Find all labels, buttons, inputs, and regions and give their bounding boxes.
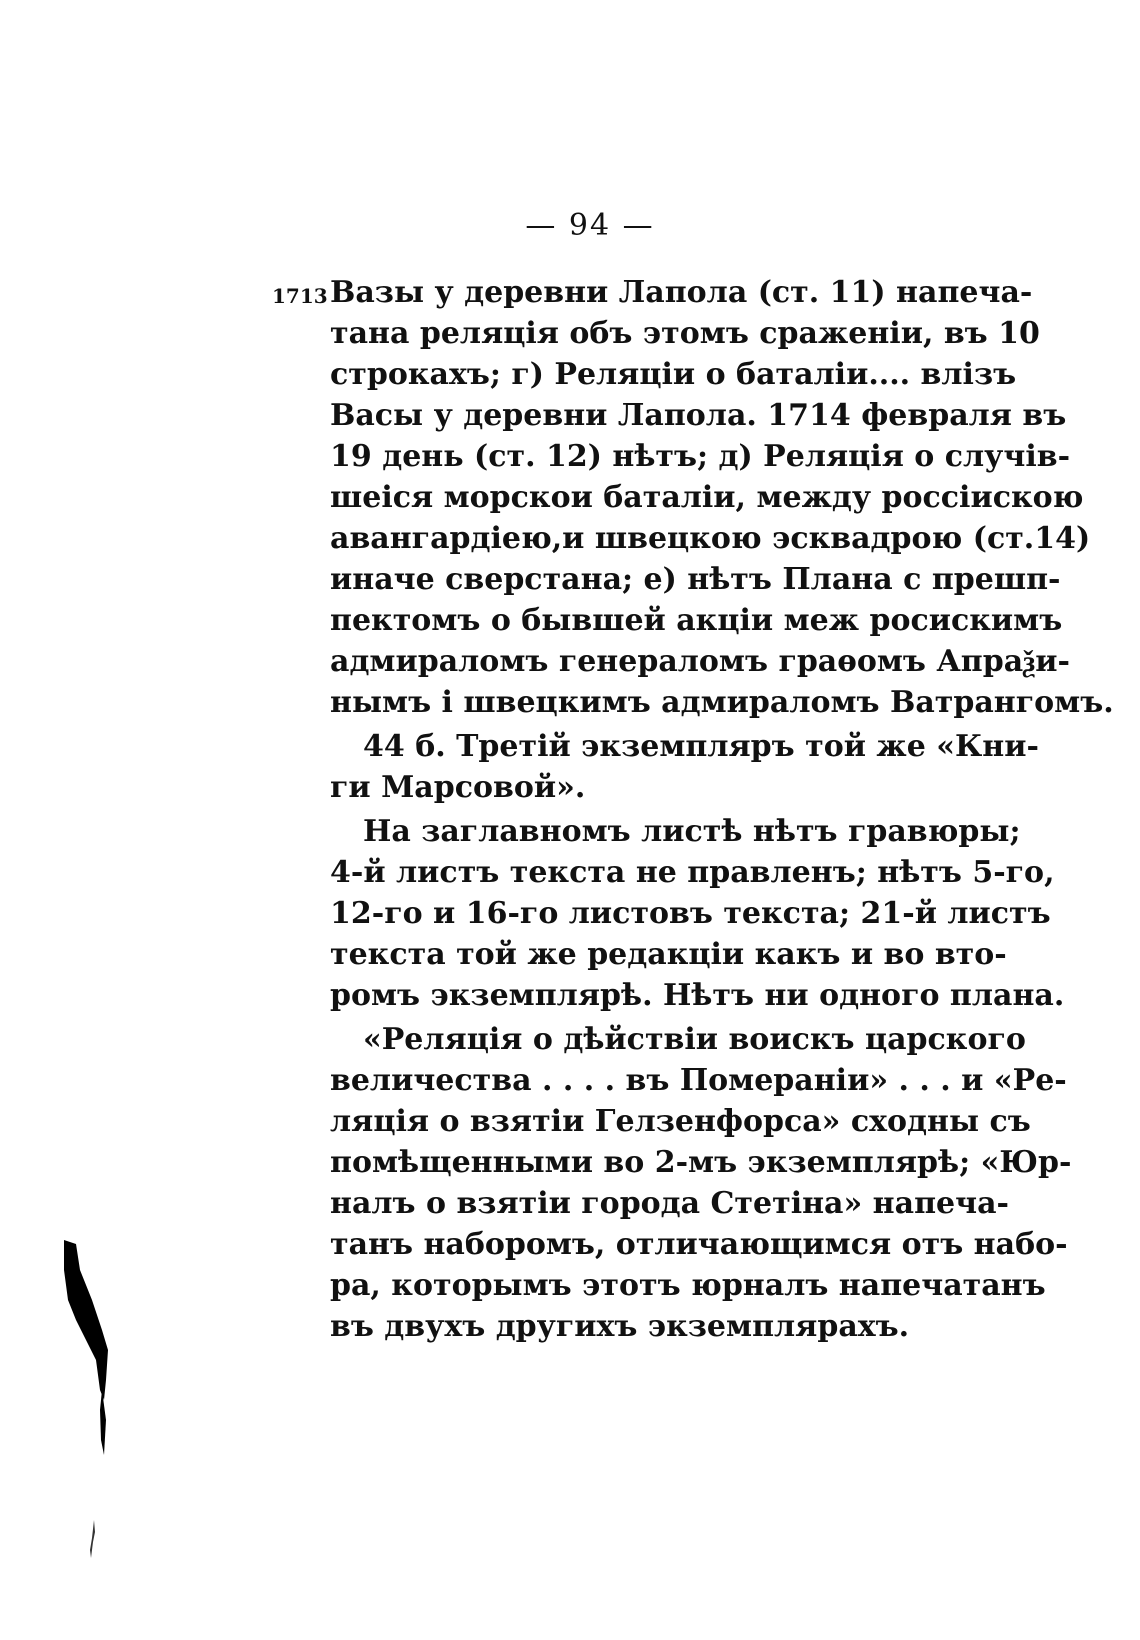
text-line: 4-й листъ текста не правленъ; нѣтъ 5-го, [330, 855, 1055, 890]
margin-year: 1713 [272, 284, 328, 308]
text-line: ги Марсовой». [330, 770, 586, 805]
text-line: текста той же редакціи какъ и во вто- [330, 937, 1007, 972]
body-text [330, 272, 1114, 1347]
text-line: ромъ экземплярѣ. Нѣтъ ни одного плана. [330, 978, 1065, 1013]
text-line: величества . . . . въ Помераніи» . . . и «Ре- [330, 1063, 1067, 1098]
text-line: иначе сверстана; е) нѣтъ Плана с прешп- [330, 562, 1061, 597]
scan-edge-shadow [62, 1240, 122, 1470]
entry-heading: б. Третій экземпляръ той же «Кни- [415, 729, 1039, 764]
text-line: налъ о взятіи города Стетіна» напеча- [330, 1186, 1009, 1221]
text-line: помѣщенными во 2-мъ экземплярѣ; «Юр- [330, 1145, 1072, 1180]
text-line: тана реляція объ этомъ сраженіи, въ 10 [330, 316, 1040, 351]
text-line: «Реляція о дѣйствіи воискъ царского [363, 1022, 1026, 1057]
text-line: На заглавномъ листѣ нѣтъ гравюры; [363, 814, 1021, 849]
text-line: нымъ і швецкимъ адмираломъ Ватрангомъ. [330, 685, 1114, 720]
paragraph-3 [330, 811, 1065, 1016]
text-line: танъ наборомъ, отличающимся отъ набо- [330, 1227, 1068, 1262]
text-line: авангардіею,и швецкою эсквадрою (ст.14) [330, 521, 1091, 556]
text-line: Вазы у деревни Лапола (ст. 11) напеча- [330, 275, 1033, 310]
page-number: — 94 — [525, 208, 655, 243]
scan-edge-tick [90, 1520, 96, 1560]
text-line: Васы у деревни Лапола. 1714 февраля въ [330, 398, 1067, 433]
text-line: строкахъ; г) Реляціи о баталіи.... влізъ [330, 357, 1017, 392]
text-line [330, 726, 1039, 767]
paragraph-4 [330, 1019, 1072, 1347]
text-line: ляція о взятіи Гелзенфорса» сходны съ [330, 1104, 1031, 1139]
text-line: въ двухъ другихъ экземплярахъ. [330, 1309, 910, 1344]
paragraph-2 [330, 726, 1039, 808]
text-line: пектомъ о бывшей акціи меж росискимъ [330, 603, 1063, 638]
text-line: адмираломъ генераломъ граѳомъ Апраѯи- [330, 644, 1070, 679]
text-line: шеіся морскои баталіи, между россіискою [330, 480, 1084, 515]
text-line: 19 день (ст. 12) нѣтъ; д) Реляція о случів- [330, 439, 1071, 474]
text-line: ра, которымъ этотъ юрналъ напечатанъ [330, 1268, 1046, 1303]
text-line: 12-го и 16-го листовъ текста; 21-й листъ [330, 896, 1051, 931]
paragraph-1 [330, 272, 1114, 723]
entry-number: 44 [363, 729, 405, 764]
